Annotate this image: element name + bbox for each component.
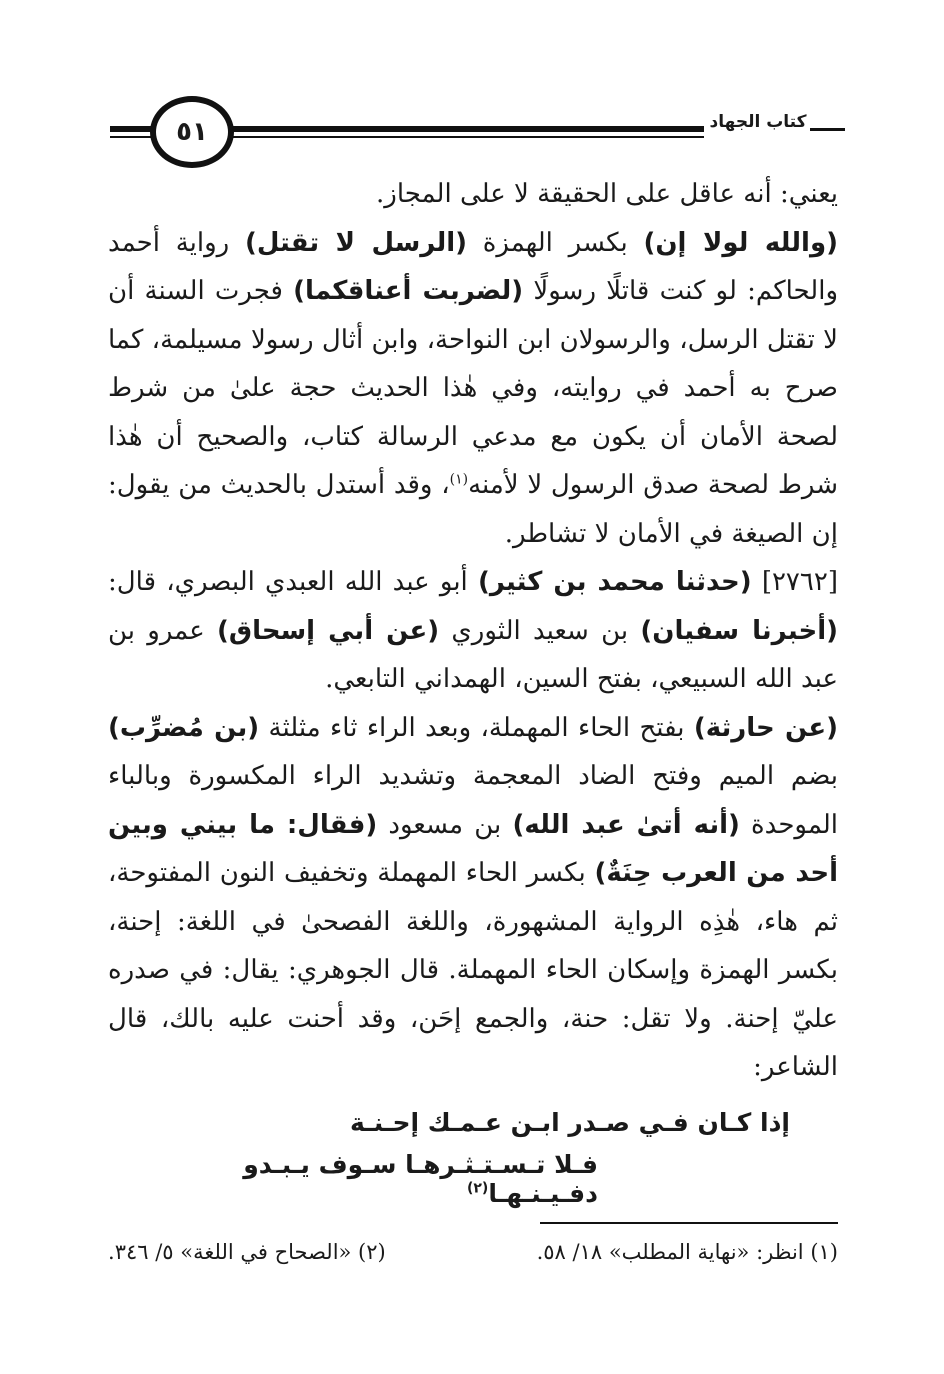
text: فجرت السنة أن لا تقتل الرسل، والرسولان ابن النواحة، وابن أثال رسولا مسيلمة، كما صرح به أحمد في روايته، وفي هٰذا الحديث حجة علىٰ من شرط لصحة الأمان أن يكون مع مدعي الرسالة كتاب، والصحيح أن هٰذا شرط لصحة صدق الرسول لا لأمنه xyxy=(108,276,838,500)
paragraph-1 xyxy=(108,170,838,219)
text: أبو عبد الله العبدي البصري، قال: xyxy=(108,567,478,597)
text: ، وقد أستدل بالحديث من يقول: إن الصيغة في الأمان لا تشاطر. xyxy=(108,470,838,549)
bold-quote: (أنه أتىٰ عبد الله) xyxy=(512,809,740,840)
bold-quote: (بن مُضرِّب) xyxy=(108,712,260,743)
bold-quote: (الرسل لا تقتل) xyxy=(244,227,468,258)
text: بضم الميم وفتح الضاد المعجمة وتشديد الراء المكسورة وبالباء الموحدة xyxy=(108,761,839,840)
poem-verse-2 xyxy=(108,1150,838,1208)
bold-quote: (لضربت أعناقكما) xyxy=(293,276,524,306)
paragraph-4 xyxy=(108,704,838,1092)
bold-quote: (فقال: ما بيني وبين أحد من العرب حِنَةٌ) xyxy=(108,809,838,888)
poem-verse-1: إذا كـان فـي صـدر ابـن عـمـك إحـنـة xyxy=(350,1108,790,1137)
bold-quote: (والله لولا إن) xyxy=(643,227,839,258)
text: بكسر الهمزة xyxy=(467,227,644,258)
header-rule-tail xyxy=(810,128,845,131)
verse-text: فـلا تـسـتـثـرهـا سـوف يـبـدو دفـيـنـهـا xyxy=(243,1150,598,1208)
header-rule-right xyxy=(226,126,704,132)
text: بفتح الحاء المهملة، وبعد الراء ثاء مثلثة xyxy=(259,712,694,743)
footnote-1: (١) انظر: «نهاية المطلب» ١٨/ ٥٨. xyxy=(536,1240,838,1264)
running-title: كتاب الجهاد xyxy=(709,112,807,132)
text: بن سعيد الثوري xyxy=(439,615,641,646)
bold-quote: (حدثنا محمد بن كثير) xyxy=(478,567,752,597)
bold-quote: (عن حارثة) xyxy=(693,712,838,743)
bold-quote: (عن أبي إسحاق) xyxy=(216,615,440,646)
page-number: ٥١ xyxy=(150,96,234,168)
header-rule-right-thin xyxy=(226,136,704,138)
footnote-separator xyxy=(540,1222,838,1224)
main-text xyxy=(108,170,838,1092)
footnote-ref-1[interactable]: (١) xyxy=(449,471,469,488)
bold-quote: (أخبرنا سفيان) xyxy=(640,615,838,646)
paragraph-3 xyxy=(108,558,838,704)
footnotes xyxy=(108,1238,838,1266)
text: عمرو بن عبد الله السبيعي، بفتح السين، الهمداني التابعي. xyxy=(108,615,838,694)
header-rule-left xyxy=(110,126,154,132)
hadith-number: [٢٧٦٢] xyxy=(751,567,838,597)
footnote-ref-2[interactable]: (٢) xyxy=(466,1180,489,1197)
text: بكسر الحاء المهملة وتخفيف النون المفتوحة، ثم هاء، هٰذِه الرواية المشهورة، واللغة الفصحىٰ في اللغة: إحنة، بكسر الهمزة وإسكان الحاء المهملة. قال الجوهري: يقال: في صدره عليّ إحنة. ولا تقل: حنة، والجمع إحَن، وقد أحنت عليه بالك، قال الشاعر: xyxy=(108,858,838,1082)
paragraph-2 xyxy=(108,219,838,559)
footnote-2: (٢) «الصحاح في اللغة» ٥/ ٣٤٦. xyxy=(108,1240,386,1264)
page-header xyxy=(110,80,845,176)
text: بن مسعود xyxy=(377,809,513,840)
text: رواية أحمد والحاكم: لو كنت قاتلًا رسولًا xyxy=(108,227,838,306)
header-rule-left-thin xyxy=(110,136,154,138)
text: يعني: أنه عاقل على الحقيقة لا على المجاز. xyxy=(376,179,838,209)
